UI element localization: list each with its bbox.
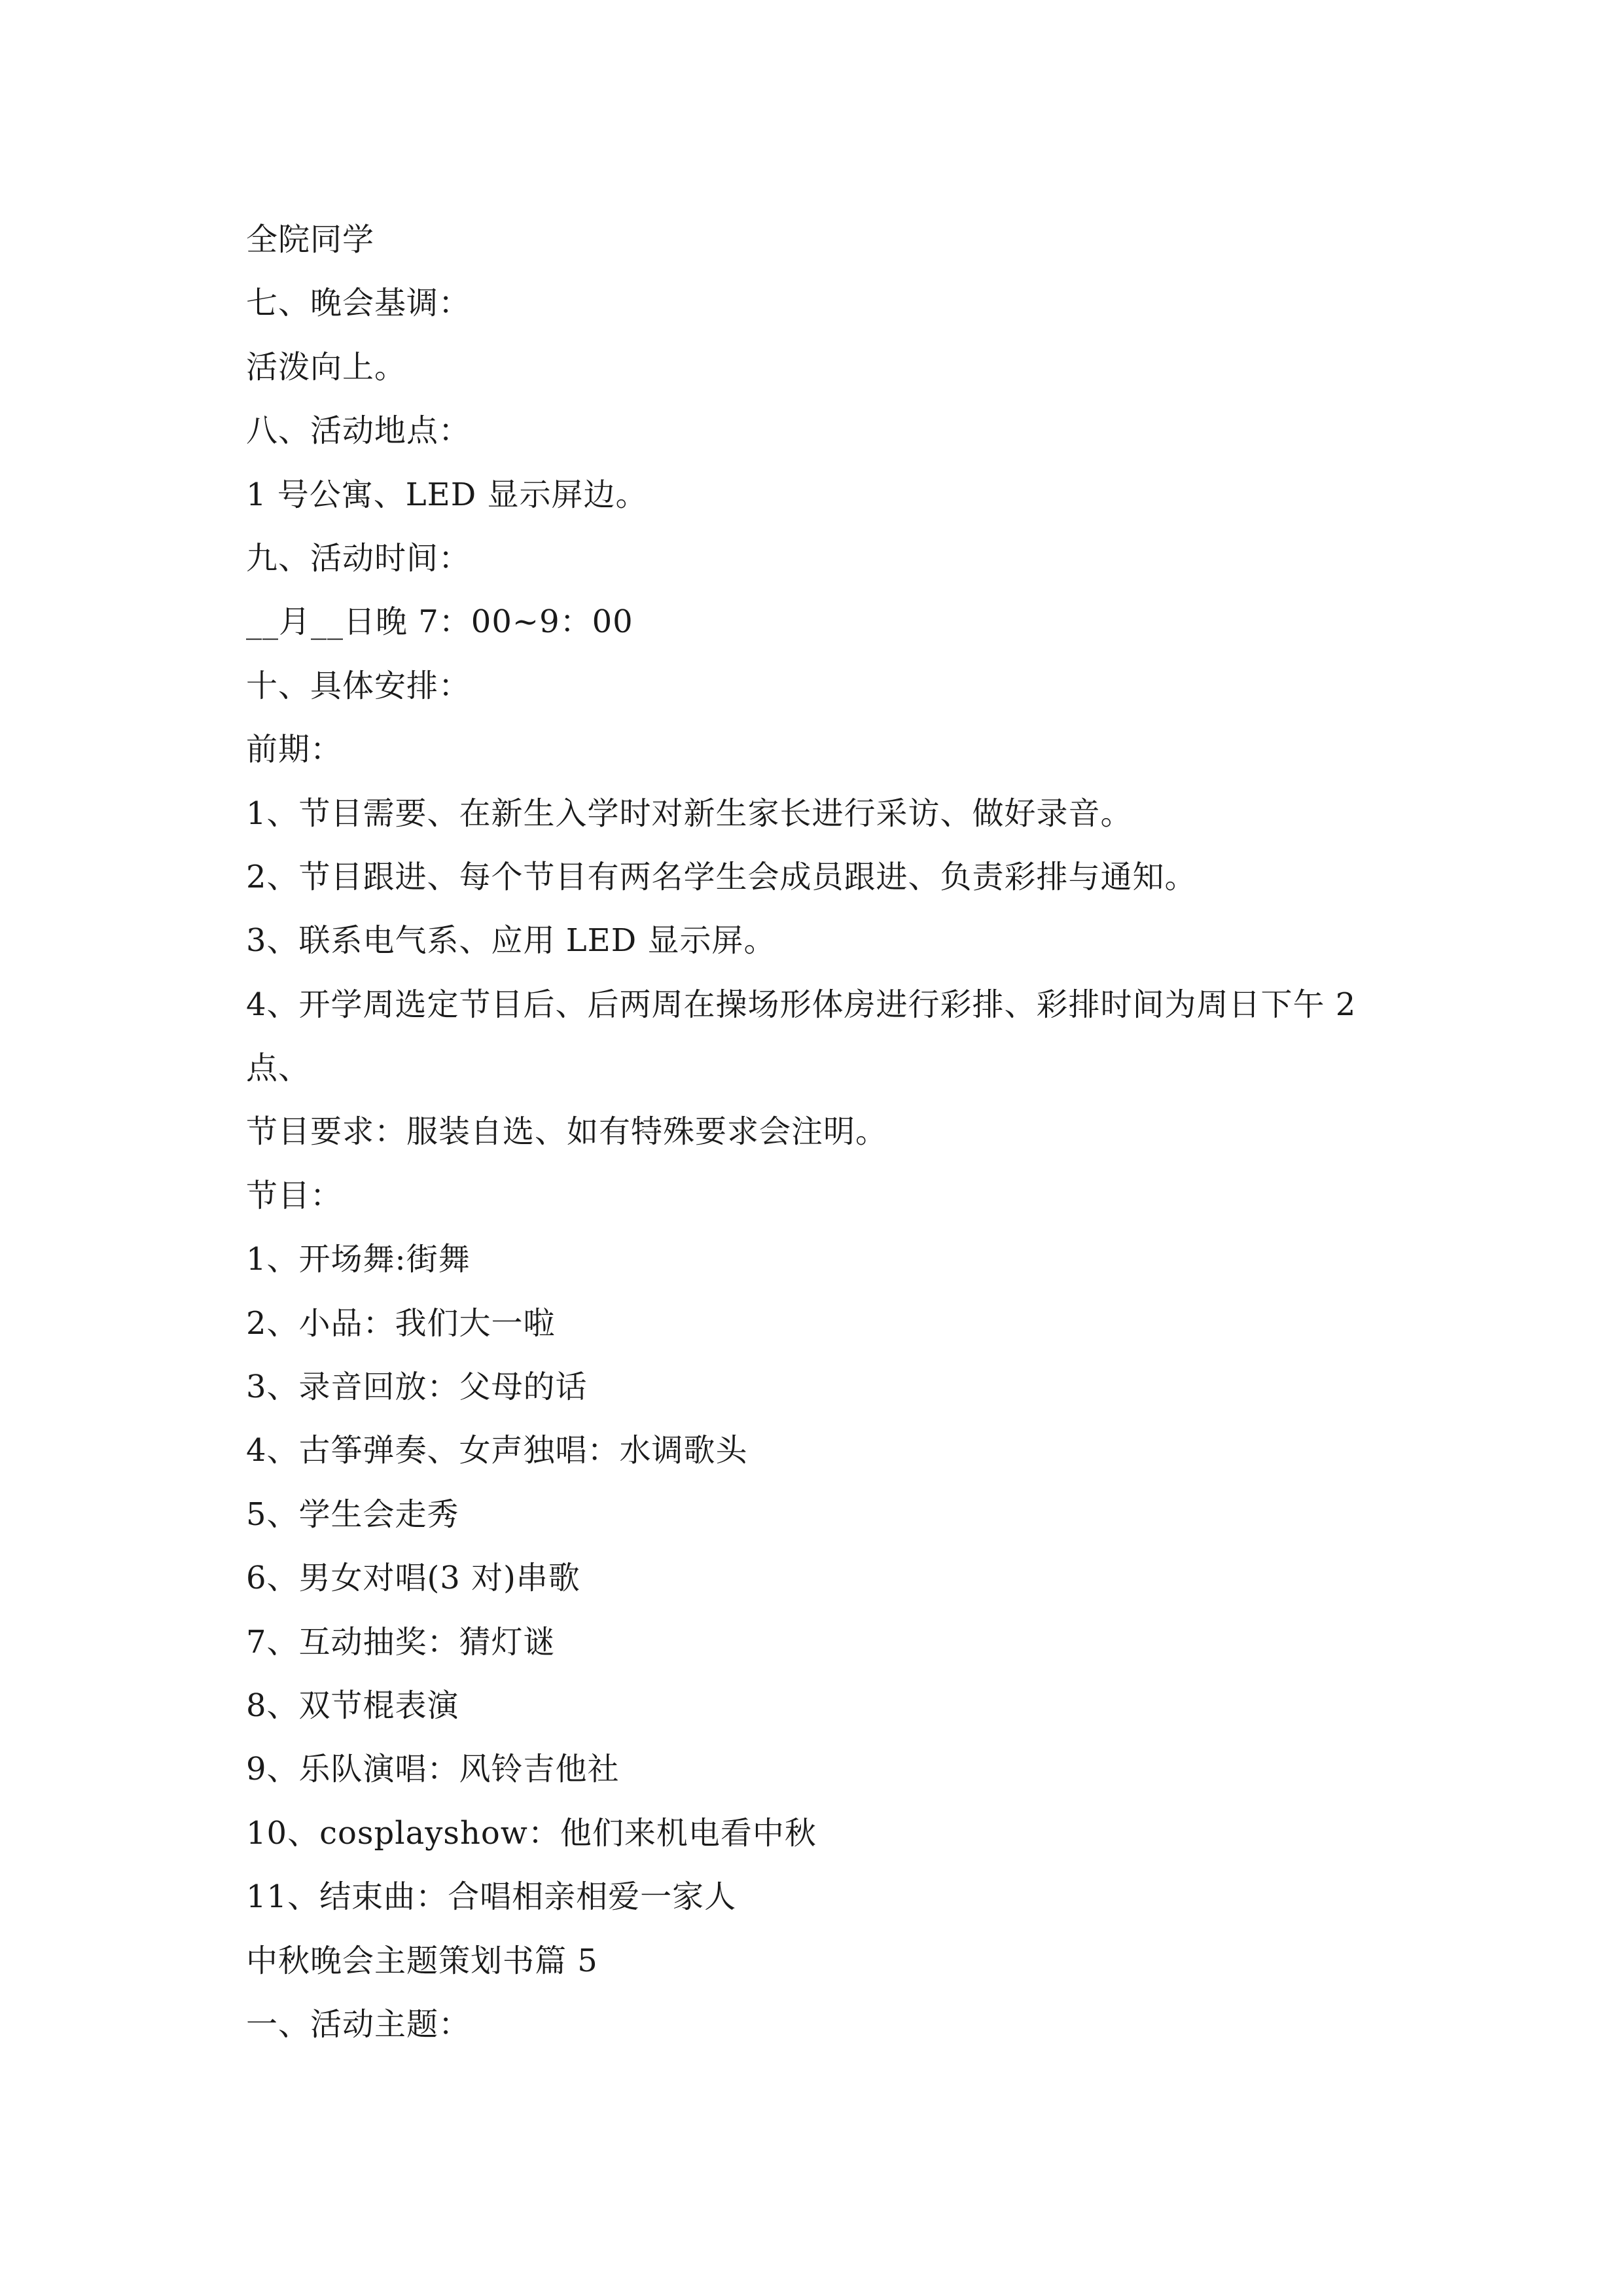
list-item: 4、古筝弹奏、女声独唱：水调歌头 xyxy=(246,1432,748,1469)
list-item: 1、节目需要、在新生入学时对新生家长进行采访、做好录音。 xyxy=(246,795,1133,832)
list-item: 11、结束曲：合唱相亲相爱一家人 xyxy=(246,1878,737,1916)
list-item: 2、节目跟进、每个节目有两名学生会成员跟进、负责彩排与通知。 xyxy=(246,858,1197,895)
section-heading: 七、晚会基调： xyxy=(246,285,471,322)
list-item: 1、开场舞:街舞 xyxy=(246,1241,471,1278)
text-line: 点、 xyxy=(246,1050,311,1087)
section-heading: 九、活动时间： xyxy=(246,539,471,577)
list-item: 10、cosplayshow：他们来机电看中秋 xyxy=(246,1814,817,1852)
list-item: 8、双节棍表演 xyxy=(246,1687,459,1724)
list-item: 9、乐队演唱：风铃吉他社 xyxy=(246,1751,620,1788)
text-line: 1 号公寓、LED 显示屏边。 xyxy=(246,476,648,513)
list-item: 3、联系电气系、应用 LED 显示屏。 xyxy=(246,922,776,960)
list-item: 6、男女对唱(3 对)串歌 xyxy=(246,1560,580,1597)
list-item: 2、小品：我们大一啦 xyxy=(246,1304,556,1342)
text-line: 活泼向上。 xyxy=(246,348,407,386)
section-heading: 十、具体安排： xyxy=(246,667,471,704)
text-line: 全院同学 xyxy=(246,221,375,258)
text-line: 节目要求：服装自选、如有特殊要求会注明。 xyxy=(246,1113,888,1151)
text-line: 节目： xyxy=(246,1177,343,1214)
list-item: 7、互动抽奖：猜灯谜 xyxy=(246,1623,556,1660)
document-body xyxy=(246,208,1385,2056)
list-item: 5、学生会走秀 xyxy=(246,1496,459,1533)
section-heading: 一、活动主题： xyxy=(246,2005,471,2043)
text-line: 前期： xyxy=(246,731,343,768)
document-section-title: 中秋晚会主题策划书篇 5 xyxy=(246,1942,598,1979)
text-line: __月__日晚 7：00~9：00 xyxy=(246,603,633,641)
list-item: 3、录音回放：父母的话 xyxy=(246,1369,588,1406)
section-heading: 八、活动地点： xyxy=(246,412,471,450)
list-item: 4、开学周选定节目后、后两周在操场形体房进行彩排、彩排时间为周日下午 2 xyxy=(246,986,1357,1023)
